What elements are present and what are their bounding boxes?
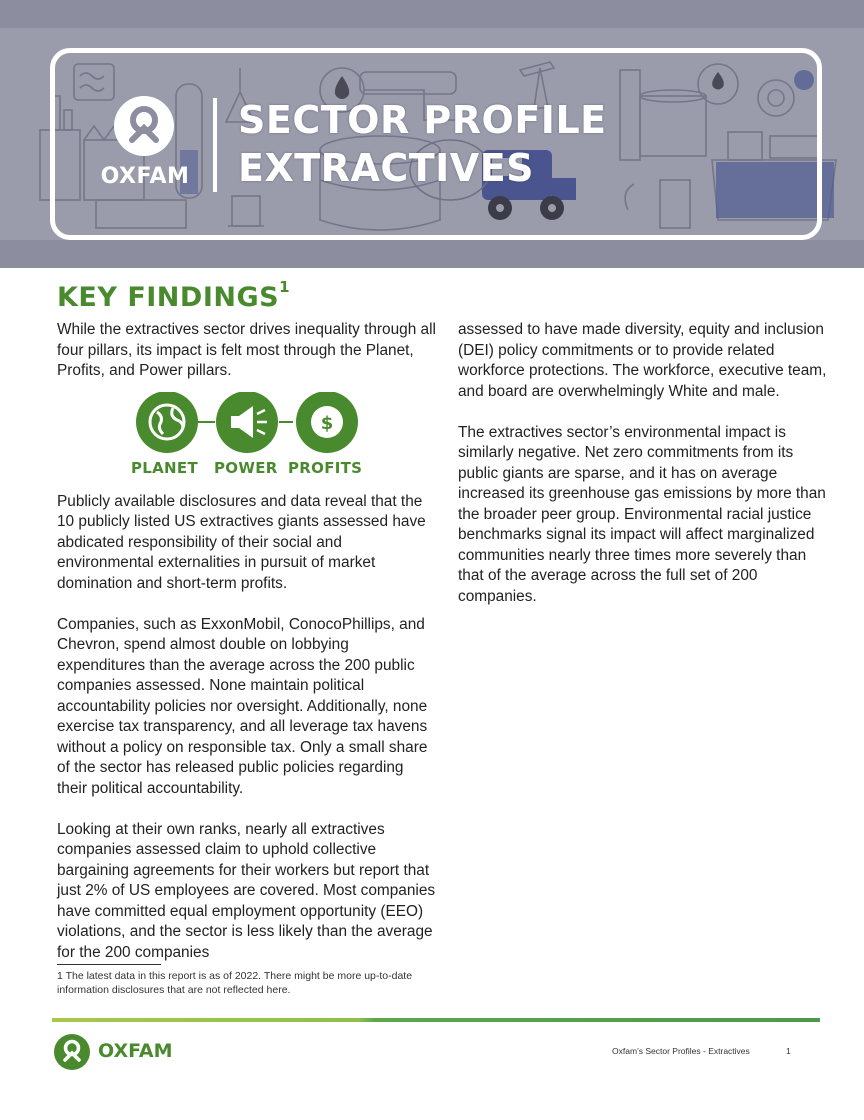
oxfam-logo-circle <box>114 96 174 156</box>
page-number: 1 <box>786 1046 791 1056</box>
banner-divider <box>213 98 217 192</box>
header-banner <box>0 0 864 268</box>
footnote-rule <box>57 964 161 965</box>
oxfam-logo-text: OXFAM <box>100 164 190 189</box>
paragraph-dei: assessed to have made diversity, equity and inclusion (DEI) policy commitments or to provide related workforce protections. The workforce, executive team, and board are overwhelmingly White and male. <box>458 321 827 400</box>
svg-text:$: $ <box>320 412 334 434</box>
pillar-label-planet: PLANET <box>131 458 198 477</box>
banner-title <box>238 96 607 192</box>
oxfam-figure-icon <box>54 1034 90 1070</box>
megaphone-icon <box>216 392 278 453</box>
dollar-coin-icon <box>296 392 358 453</box>
oxfam-logo <box>100 96 190 196</box>
key-findings-heading <box>57 278 291 313</box>
footer-logo-circle <box>54 1034 90 1070</box>
footnote-reference[interactable]: 1 <box>279 278 291 296</box>
intro-paragraph: While the extractives sector drives inequality through all four pillars, its impact is felt most through the Planet, Profits, and Power pillars. <box>57 321 436 379</box>
banner-title-line2: EXTRACTIVES <box>238 146 535 190</box>
pillar-label-power: POWER <box>214 458 278 477</box>
oxfam-figure-icon <box>114 96 174 156</box>
paragraph-disclosures: Publicly available disclosures and data reveal that the 10 publicly listed US extractives giants assessed have abdicated responsibility of their social and environmental externalities in pursuit of market domination and short-term profits. <box>57 492 426 592</box>
right-column <box>458 320 828 607</box>
footer-logo-text: OXFAM <box>98 1040 173 1062</box>
key-findings-heading-text: KEY FINDINGS <box>57 282 280 313</box>
footnote: 1 The latest data in this report is as of 2022. There might be more up-to-date information disclosures that are not reflected here. <box>57 970 413 996</box>
footer-oxfam-logo <box>54 1034 174 1070</box>
footer-doc-title: Oxfam’s Sector Profiles - Extractives <box>612 1046 750 1056</box>
pillar-label-profits: PROFITS <box>288 458 363 477</box>
left-column <box>57 320 437 963</box>
paragraph-environment: The extractives sector’s environmental impact is similarly negative. Net zero commitments from its public giants are sparse, and it has on average increased its greenhouse gas emissions by more than the broader peer group. Environmental racial justice benchmarks signal its impact will affect marginalized communities nearly three times more severely than that of the average across the full set of 200 companies. <box>458 423 826 605</box>
paragraph-lobbying: Companies, such as ExxonMobil, ConocoPhillips, and Chevron, spend almost double on lobbying expenditures than the average across the 200 public companies assessed. None maintain political accountability policies nor oversight. Additionally, none exercise tax transparency, and all leverage tax havens without a policy on responsible tax. Only a small share of the sector has released public policies regarding their political accountability. <box>57 615 428 797</box>
globe-icon <box>136 392 198 453</box>
footer-gradient-bar <box>52 1018 820 1022</box>
paragraph-workforce: Looking at their own ranks, nearly all extractives companies assessed claim to uphold collective bargaining agreements for their workers but report that just 2% of US employees are covered. Most companies have committed equal employment opportunity (EEO) violations, and the sector is less likely than the average for the 200 companies <box>57 820 436 961</box>
pillars-graphic <box>57 392 437 488</box>
banner-title-line1: SECTOR PROFILE <box>238 98 607 142</box>
